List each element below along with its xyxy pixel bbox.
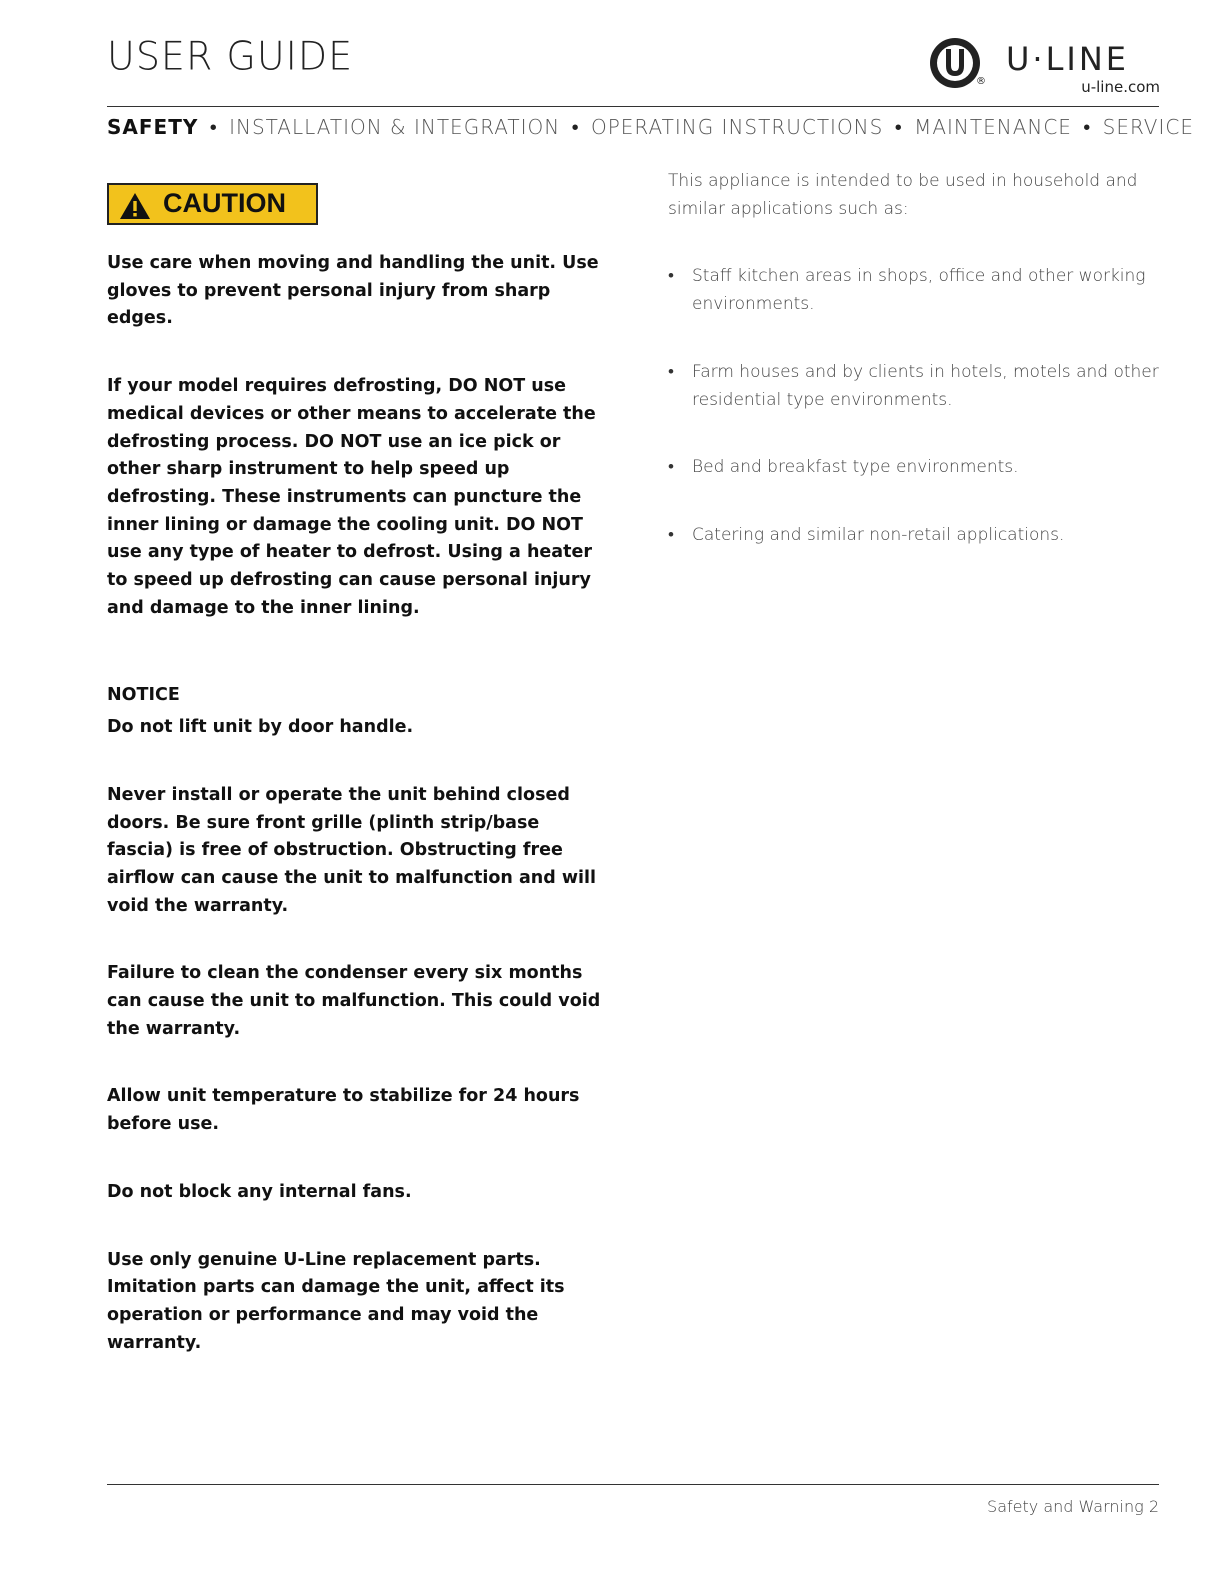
list-item bbox=[668, 522, 1168, 550]
bullet-icon: • bbox=[668, 361, 674, 382]
nav-item-installation: INSTALLATION & INTEGRATION bbox=[229, 115, 561, 139]
page-title: USER GUIDE bbox=[107, 33, 354, 79]
applications-list bbox=[668, 263, 1168, 549]
right-column bbox=[668, 168, 1168, 550]
notice-paragraph: Failure to clean the condenser every six months can cause the unit to malfunction. This could void the warranty. bbox=[107, 963, 601, 1039]
registered-mark: ® bbox=[976, 76, 986, 87]
bullet-icon: • bbox=[668, 457, 674, 478]
caution-text: CAUTION bbox=[163, 188, 286, 218]
notice-paragraph: Allow unit temperature to stabilize for 24 hours before use. bbox=[107, 1086, 580, 1135]
nav-separator: • bbox=[571, 115, 580, 139]
bullet-icon: • bbox=[668, 266, 674, 287]
nav-item-service: SERVICE bbox=[1102, 115, 1194, 139]
nav-item-safety: SAFETY bbox=[107, 115, 199, 139]
notice-paragraph: Use only genuine U-Line replacement parts. Imitation parts can damage the unit, affect its operation or performance and may void the warranty. bbox=[107, 1249, 565, 1353]
notice-paragraph: Never install or operate the unit behind closed doors. Be sure front grille (plinth strip/base fascia) is free of obstruction. Obstructing free airflow can cause the unit to malfunction and will void the warranty. bbox=[107, 784, 597, 916]
notice-paragraph: Do not block any internal fans. bbox=[107, 1181, 412, 1202]
caution-paragraph: If your model requires defrosting, DO NOT use medical devices or other means to accelerate the defrosting process. DO NOT use an ice pick or other sharp instrument to help speed up defrosting. These instruments can puncture the inner lining or damage the cooling unit. DO NOT use any type of heater to defrost. Using a heater to speed up defrosting can cause personal injury and damage to the inner lining. bbox=[107, 376, 596, 618]
list-item-text: Staff kitchen areas in shops, office and other working environments. bbox=[692, 266, 1146, 315]
footer-divider bbox=[107, 1484, 1159, 1485]
notice-paragraph: Do not lift unit by door handle. bbox=[107, 717, 414, 738]
list-item bbox=[668, 359, 1168, 414]
left-column bbox=[107, 250, 607, 1357]
nav-separator: • bbox=[1083, 115, 1092, 139]
nav-item-maintenance: MAINTENANCE bbox=[914, 115, 1072, 139]
u-line-logo-icon bbox=[928, 36, 982, 90]
header-divider bbox=[107, 106, 1159, 107]
list-item-text: Bed and breakfast type environments. bbox=[692, 457, 1019, 478]
nav-separator: • bbox=[209, 115, 218, 139]
caution-label bbox=[107, 183, 318, 225]
warning-triangle-icon bbox=[119, 192, 151, 220]
brand-wordmark: U·LINE bbox=[1006, 40, 1130, 78]
list-item-text: Farm houses and by clients in hotels, motels and other residential type environments. bbox=[692, 361, 1159, 410]
bullet-icon: • bbox=[668, 524, 674, 545]
applications-intro: This appliance is intended to be used in household and similar applications such as: bbox=[668, 171, 1138, 219]
nav-item-operating: OPERATING INSTRUCTIONS bbox=[590, 115, 884, 139]
list-item-text: Catering and similar non-retail applications. bbox=[692, 524, 1065, 545]
page-footer: Safety and Warning 2 bbox=[987, 1497, 1159, 1516]
list-item bbox=[668, 454, 1168, 482]
notice-heading: NOTICE bbox=[107, 685, 180, 706]
caution-paragraph: Use care when moving and handling the unit. Use gloves to prevent personal injury from sharp edges. bbox=[107, 253, 599, 329]
list-item bbox=[668, 263, 1168, 318]
nav-separator: • bbox=[894, 115, 903, 139]
brand-logo bbox=[928, 36, 1160, 96]
section-breadcrumb bbox=[107, 115, 1194, 140]
brand-url[interactable]: u-line.com bbox=[1081, 78, 1160, 96]
